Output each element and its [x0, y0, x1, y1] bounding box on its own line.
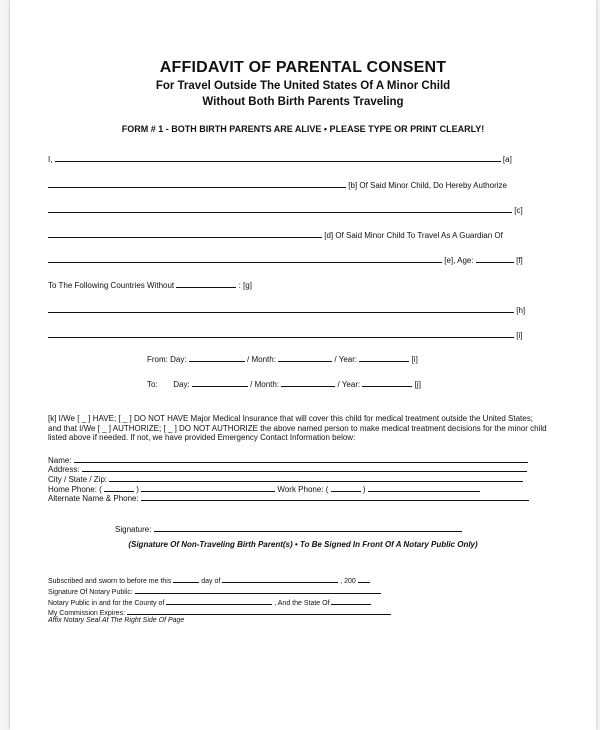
- month-label: / Month:: [250, 380, 280, 389]
- form-heading: FORM # 1 - BOTH BIRTH PARENTS ARE ALIVE • PLEASE TYPE OR PRINT CLEARLY!: [121, 124, 485, 134]
- notary-day-field[interactable]: [173, 574, 199, 583]
- to-date-row: [147, 378, 421, 390]
- paren-close: ): [362, 485, 366, 494]
- contact-alt-row: [48, 492, 529, 504]
- from-day-field[interactable]: [189, 353, 245, 362]
- child-name-field[interactable]: [48, 254, 442, 263]
- home-phone-field[interactable]: [141, 483, 275, 492]
- countries-field[interactable]: [176, 279, 236, 288]
- commission-field[interactable]: [127, 606, 391, 615]
- day-label: Day:: [173, 380, 190, 389]
- notary-month-field[interactable]: [222, 574, 338, 583]
- work-area-code-field[interactable]: [331, 483, 361, 492]
- alt-contact-field[interactable]: [141, 492, 529, 501]
- name-label: Name:: [48, 456, 72, 465]
- state-field[interactable]: [331, 596, 371, 605]
- home-phone-label: Home Phone: (: [48, 485, 102, 494]
- tag-f: [f]: [516, 256, 523, 265]
- contact-name-field[interactable]: [74, 454, 528, 463]
- city-label: City / State / Zip:: [48, 475, 108, 484]
- tag-i: [i]: [516, 331, 523, 340]
- home-area-code-field[interactable]: [104, 483, 134, 492]
- county-field[interactable]: [166, 596, 272, 605]
- countries-field-2[interactable]: [48, 304, 514, 313]
- commission-label: My Commission Expires:: [48, 610, 126, 617]
- alt-label: Alternate Name & Phone:: [48, 494, 139, 503]
- from-label: From:: [147, 355, 168, 364]
- day-label: Day:: [170, 355, 187, 364]
- notary-sig-label: Signature Of Notary Public:: [48, 589, 133, 596]
- to-label: To:: [147, 380, 158, 389]
- relationship-field[interactable]: [48, 179, 346, 188]
- from-month-field[interactable]: [278, 353, 332, 362]
- signature-note: (Signature Of Non-Traveling Birth Parent(s) • To Be Signed In Front Of A Notary Public Only): [128, 540, 478, 549]
- year-label: / Year:: [337, 380, 361, 389]
- line-h: [48, 304, 525, 316]
- address-label: Address:: [48, 465, 80, 474]
- year-label: / Year:: [334, 355, 358, 364]
- to-year-field[interactable]: [362, 378, 412, 387]
- line-a: [48, 153, 512, 165]
- tag-c: [c]: [514, 206, 523, 215]
- day-of-label: day of: [201, 578, 221, 585]
- month-label: / Month:: [247, 355, 276, 364]
- to-day-field[interactable]: [192, 378, 248, 387]
- notary-year-field[interactable]: [358, 574, 370, 583]
- to-tag: [j]: [414, 380, 421, 389]
- state-label: , And the State Of: [274, 600, 330, 607]
- tag-e: [e], Age:: [444, 256, 474, 265]
- tag-h: [h]: [516, 306, 526, 315]
- notary-seal-note: Affix Notary Seal At The Right Side Of Page: [48, 617, 185, 624]
- line-d: [48, 229, 503, 241]
- notary-signature-field[interactable]: [135, 585, 381, 594]
- work-phone-label: Work Phone: (: [277, 485, 329, 494]
- i-label: I,: [48, 155, 53, 164]
- guardian-name-field[interactable]: [48, 204, 512, 213]
- subscribed-label: Subscribed and sworn to before me this: [48, 578, 172, 585]
- insurance-paragraph: [k] I/We [ _ ] HAVE; [ _ ] DO NOT HAVE Major Medical Insurance that will cover this child for medical treatment outside the United States; and that I/We [ _ ] AUTHORIZE; [ _ ] DO NOT AUTHORIZE the above named person to make medical treatment decisions for the minor child listed above if needed. If not, we have provided Emergency Contact Information below:: [48, 414, 547, 443]
- line-i: [48, 329, 522, 341]
- tag-a: [a]: [502, 155, 512, 164]
- line-e: [48, 254, 523, 266]
- signature-row: [115, 523, 462, 535]
- tag-d: [d] Of Said Minor Child To Travel As A Guardian Of: [324, 231, 503, 240]
- from-tag: [i]: [411, 355, 418, 364]
- document-subtitle-2: Without Both Birth Parents Traveling: [202, 96, 404, 108]
- county-label: Notary Public in and for the County of: [48, 600, 165, 607]
- document-subtitle: For Travel Outside The United States Of A Minor Child: [155, 80, 451, 92]
- guardian-relationship-field[interactable]: [48, 229, 322, 238]
- year-label: , 200: [340, 578, 356, 585]
- countries-field-3[interactable]: [48, 329, 514, 338]
- tag-b: [b] Of Said Minor Child, Do Hereby Authorize: [348, 181, 507, 190]
- document-page: [10, 0, 596, 730]
- line-g: [48, 279, 252, 291]
- signature-label: Signature:: [115, 525, 152, 534]
- parent-name-field[interactable]: [55, 153, 501, 162]
- signature-field[interactable]: [154, 523, 462, 532]
- contact-address-field[interactable]: [82, 463, 527, 472]
- contact-city-field[interactable]: [109, 473, 523, 482]
- countries-label: To The Following Countries Without: [48, 281, 175, 290]
- paren-close: ): [136, 485, 139, 494]
- line-b: [48, 179, 507, 191]
- from-year-field[interactable]: [359, 353, 409, 362]
- age-field[interactable]: [476, 254, 514, 263]
- to-month-field[interactable]: [281, 378, 335, 387]
- from-date-row: [147, 353, 418, 365]
- document-title: AFFIDAVIT OF PARENTAL CONSENT: [159, 59, 447, 76]
- line-c: [48, 204, 523, 216]
- work-phone-field[interactable]: [368, 483, 480, 492]
- tag-g: : [g]: [238, 281, 252, 290]
